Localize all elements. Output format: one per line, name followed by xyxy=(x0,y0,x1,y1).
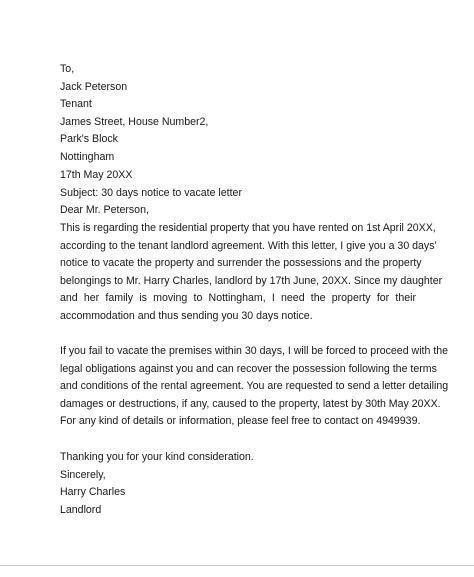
paragraph-line: This is regarding the residential property that you have rented on 1st April 20XX, xyxy=(60,222,436,234)
letter-date: 17th May 20XX xyxy=(60,169,133,181)
recipient-city: Nottingham xyxy=(60,150,115,163)
sender-title: Landlord xyxy=(60,503,102,516)
paragraph-line: and conditions of the rental agreement. You are requested to send a letter detailing xyxy=(60,380,449,393)
paragraph-2 xyxy=(60,343,449,413)
recipient-block: Park's Block xyxy=(60,133,118,146)
letter-header xyxy=(60,167,416,220)
recipient-role: Tenant xyxy=(60,98,92,111)
address-to: To, xyxy=(60,63,75,75)
paragraph-line: notice to vacate the property and surrender the possessions and the property xyxy=(60,257,422,270)
recipient-street: James Street, House Number2, xyxy=(60,115,209,128)
letter-subject: Subject: 30 days notice to vacate letter xyxy=(60,186,242,199)
paragraph-line: and her family is moving to Nottingham, I need the property for their xyxy=(60,292,416,305)
paragraph-line: accommodation and thus sending you 30 days notice. xyxy=(60,309,313,322)
paragraph-line: legal obligations against you and can recover the possession following the terms xyxy=(60,362,437,375)
paragraph-1 xyxy=(60,220,443,326)
paragraph-line: If you fail to vacate the premises within 30 days, I will be forced to proceed with the xyxy=(60,345,449,357)
paragraph-line: For any kind of details or information, please feel free to contact on 4949939. xyxy=(60,415,421,427)
recipient-address xyxy=(60,61,416,167)
paragraph-line: belongings to Mr. Harry Charles, landlord by 17th June, 20XX. Since my daughter xyxy=(60,274,443,287)
page-bottom-divider xyxy=(0,565,474,566)
recipient-name: Jack Peterson xyxy=(60,80,128,93)
closing-thanks: Thanking you for your kind consideration. xyxy=(60,451,254,463)
letter-closing xyxy=(60,449,416,519)
letter-salutation: Dear Mr. Peterson, xyxy=(60,204,149,217)
closing-signoff: Sincerely, xyxy=(60,468,106,481)
paragraph-line: damages or destructions, if any, caused to the property, latest by 30th May 20XX. xyxy=(60,397,441,410)
sender-name: Harry Charles xyxy=(60,486,126,499)
paragraph-3 xyxy=(60,413,421,431)
paragraph-line: according to the tenant landlord agreement. With this letter, I give you a 30 days' xyxy=(60,239,437,252)
